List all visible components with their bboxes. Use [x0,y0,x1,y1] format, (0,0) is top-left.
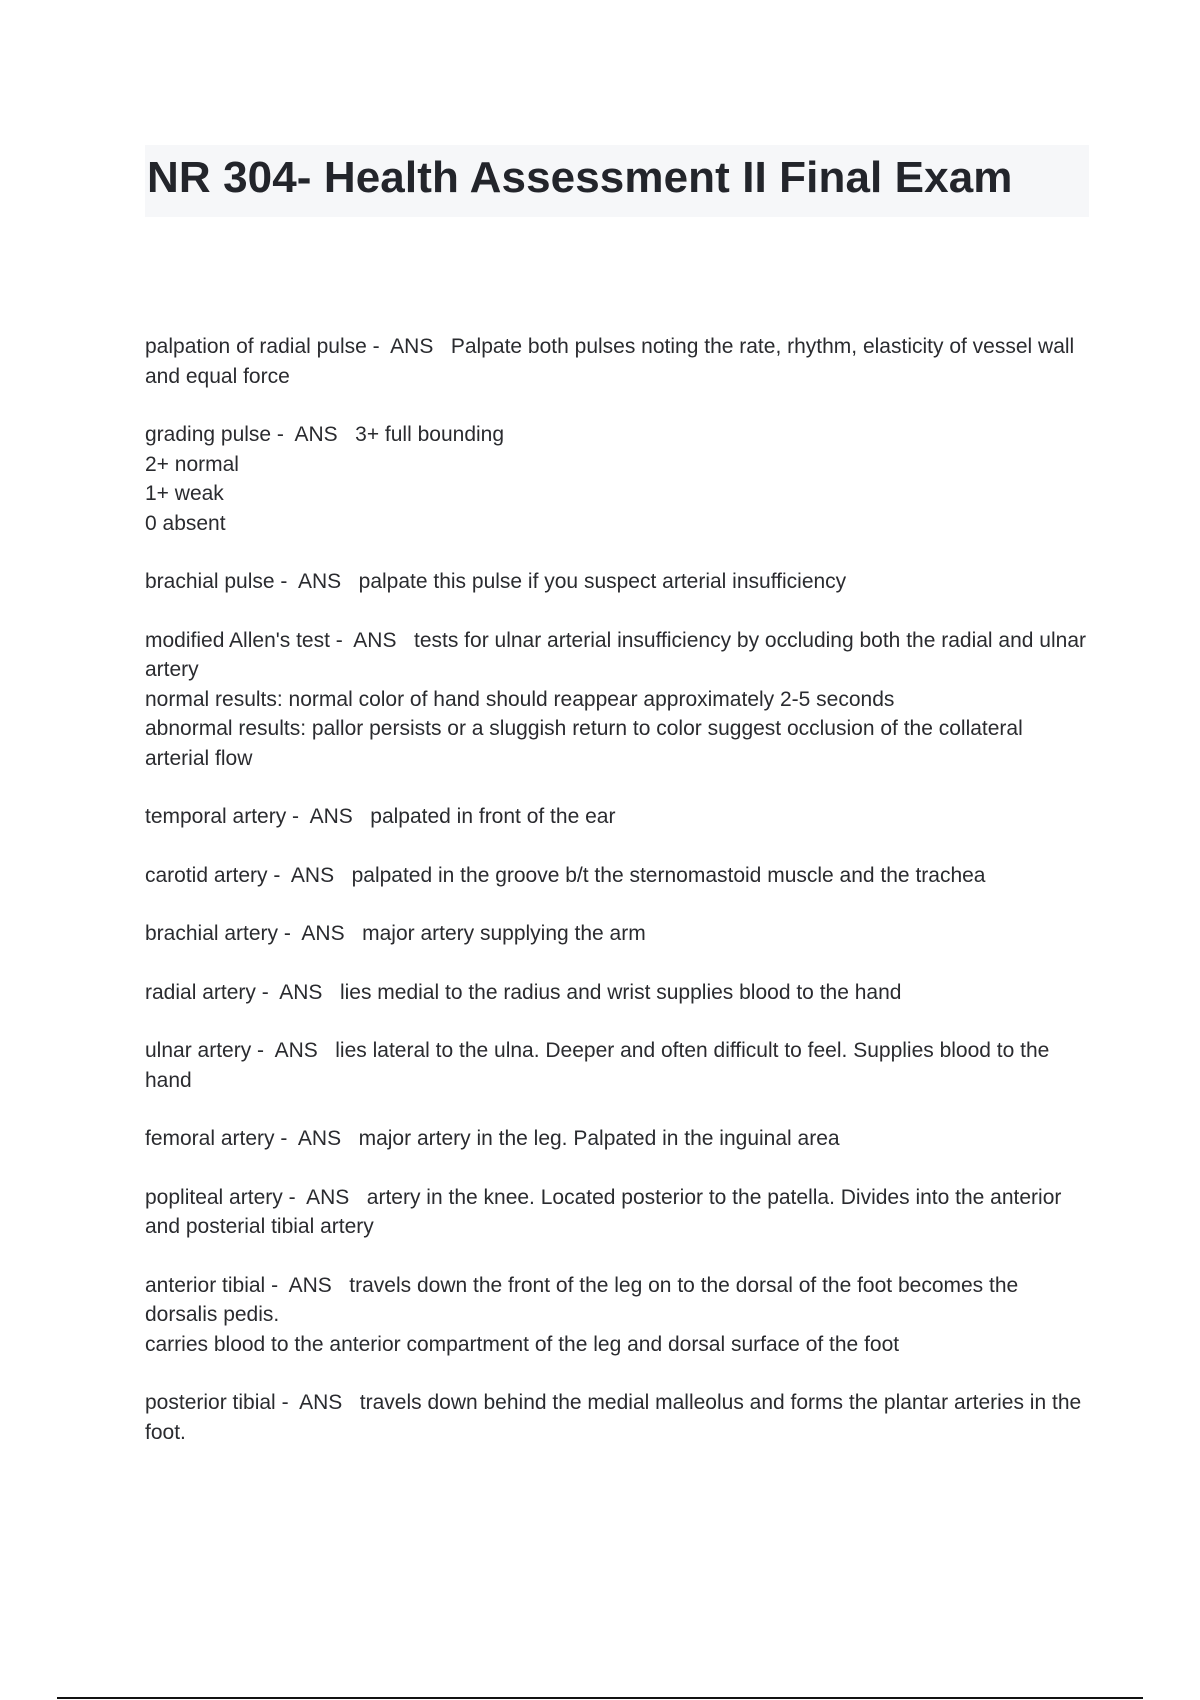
entry-answer: travels down the front of the leg on to the dorsal of the foot becomes the dorsalis pedis. [145,1273,1025,1326]
entry-extra-line: normal results: normal color of hand should reappear approximately 2-5 seconds [145,687,895,711]
entry-first-line: ulnar artery - ANS lies lateral to the ulna. Deeper and often difficult to feel. Supplies blood to the hand [145,1039,1056,1092]
entry-term: popliteal artery [145,1185,283,1209]
entry-answer: artery in the knee. Located posterior to the patella. Divides into the anterior and posterial tibial artery [145,1185,1068,1238]
footer-divider [57,1697,1143,1699]
entry-answer: lies medial to the radius and wrist supplies blood to the hand [339,980,902,1004]
entry-first-line: modified Allen's test - ANS tests for ulnar arterial insufficiency by occluding both the radial and ulnar artery [145,628,1092,681]
qa-entry [145,626,1090,774]
entry-term: grading pulse [145,423,272,446]
entry-term: radial artery [145,980,256,1004]
qa-entry [145,1124,1090,1154]
entry-first-line: temporal artery - ANS palpated in front of the ear [145,805,616,828]
entry-first-line: brachial pulse - ANS palpate this pulse if you suspect arterial insufficiency [145,570,847,593]
title-banner [145,145,1089,217]
answer-marker: ANS [294,423,338,446]
entry-first-line: popliteal artery - ANS artery in the knee. Located posterior to the patella. Divides into the anterior and posterial tibial artery [145,1185,1068,1238]
entry-answer: palpate this pulse if you suspect arterial insufficiency [358,570,847,593]
entry-extra-line: carries blood to the anterior compartment of the leg and dorsal surface of the foot [145,1332,900,1356]
entry-first-line: anterior tibial - ANS travels down the front of the leg on to the dorsal of the foot becomes the dorsalis pedis. [145,1273,1025,1326]
qa-entry [145,420,1090,538]
entry-extra-line: 1+ weak [145,482,224,505]
entry-extra-line: 0 absent [145,511,226,535]
entry-term: ulnar artery [145,1039,252,1062]
answer-marker: ANS [290,863,335,887]
answer-marker: ANS [274,1039,318,1062]
entry-term: anterior tibial [145,1273,266,1297]
entry-answer: major artery in the leg. Palpated in the inguinal area [358,1127,840,1150]
answer-marker: ANS [353,628,397,652]
entry-answer: 3+ full bounding [355,423,505,446]
entry-term: palpation of radial pulse [145,335,367,358]
entry-first-line: brachial artery - ANS major artery supplying the arm [145,922,646,945]
answer-marker: ANS [306,1185,350,1209]
entry-extra-line: 2+ normal [145,452,239,476]
qa-entry [145,332,1090,391]
entry-answer: lies lateral to the ulna. Deeper and often difficult to feel. Supplies blood to the hand [145,1039,1056,1092]
answer-marker: ANS [309,805,353,828]
entry-term: modified Allen's test [145,628,330,652]
entry-term: brachial pulse [145,570,275,593]
qa-entry [145,919,1090,949]
entry-first-line: posterior tibial - ANS travels down behind the medial malleolus and forms the plantar arteries in the foot. [145,1391,1088,1444]
entry-term: posterior tibial [145,1391,276,1414]
answer-marker: ANS [279,980,323,1004]
entry-first-line: grading pulse - ANS 3+ full bounding [145,423,505,446]
answer-marker: ANS [390,335,434,358]
qa-entry [145,802,1090,832]
answer-marker: ANS [288,1273,332,1297]
qa-entry [145,1388,1090,1447]
entry-answer: palpated in the groove b/t the sternomastoid muscle and the trachea [351,863,986,887]
qa-entry [145,567,1090,597]
entry-extra-line: abnormal results: pallor persists or a sluggish return to color suggest occlusion of the collateral arterial flow [145,717,1029,770]
answer-marker: ANS [301,922,345,945]
answer-marker: ANS [297,1127,342,1150]
qa-entry [145,1036,1090,1095]
entry-answer: tests for ulnar arterial insufficiency by occluding both the radial and ulnar artery [145,628,1092,681]
entry-answer: palpated in front of the ear [370,805,616,828]
entry-term: brachial artery [145,922,279,945]
entry-answer: Palpate both pulses noting the rate, rhythm, elasticity of vessel wall and equal force [145,335,1081,388]
page-title: NR 304- Health Assessment II Final Exam [147,153,1013,202]
flashcard-list [145,332,1090,1476]
qa-entry [145,1271,1090,1360]
entry-answer: travels down behind the medial malleolus and forms the plantar arteries in the foot. [145,1391,1088,1444]
entry-answer: major artery supplying the arm [362,922,646,945]
answer-marker: ANS [299,1391,343,1414]
qa-entry [145,1183,1090,1242]
entry-term: carotid artery [145,863,268,887]
entry-term: femoral artery [145,1127,275,1150]
entry-first-line: radial artery - ANS lies medial to the radius and wrist supplies blood to the hand [145,980,902,1004]
answer-marker: ANS [297,570,342,593]
entry-first-line: femoral artery - ANS major artery in the leg. Palpated in the inguinal area [145,1127,840,1150]
entry-first-line: carotid artery - ANS palpated in the groove b/t the sternomastoid muscle and the trachea [145,863,986,887]
entry-term: temporal artery [145,805,287,828]
qa-entry [145,978,1090,1008]
entry-first-line: palpation of radial pulse - ANS Palpate both pulses noting the rate, rhythm, elasticity of vessel wall and equal force [145,335,1081,388]
qa-entry [145,861,1090,891]
